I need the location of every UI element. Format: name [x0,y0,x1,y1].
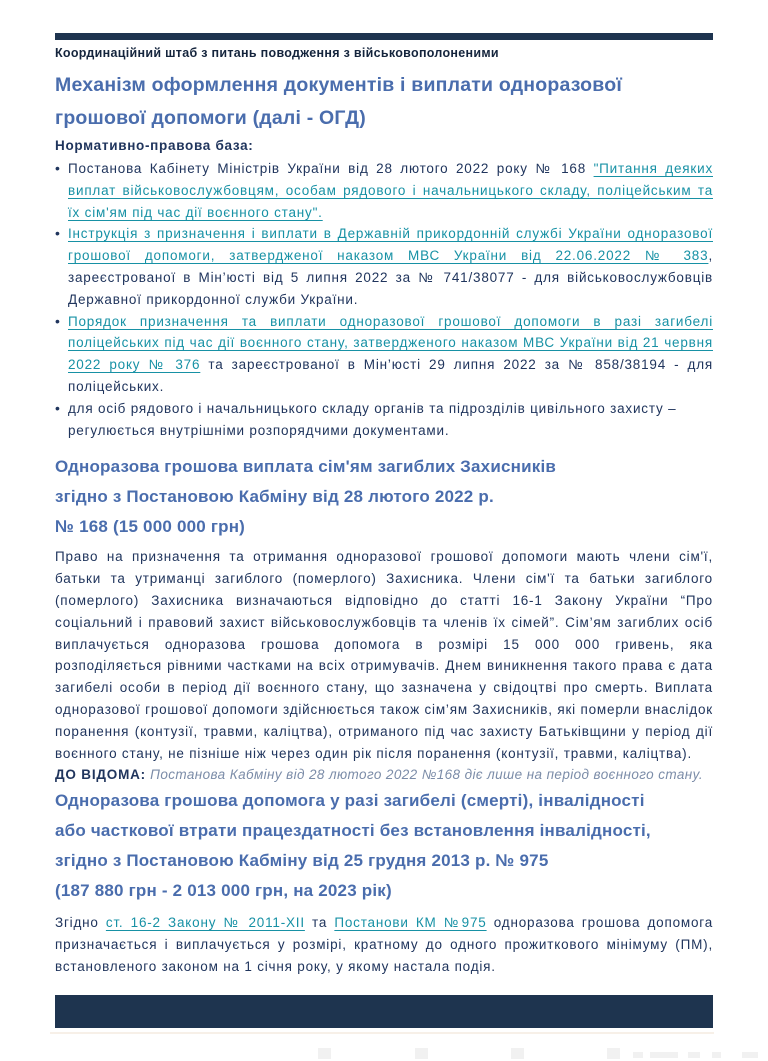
heading-line: № 168 (15 000 000 грн) [55,517,246,537]
bleed-mark [633,1052,643,1058]
note-label: ДО ВІДОМА: [55,767,146,783]
legal-item [55,398,713,442]
legal-item-text: для осіб рядового і начальницького складу органів та підрозділів цивільного захисту – регулюється внутрішніми розпорядчими документами. [68,400,677,438]
heading-line: Одноразова грошова допомога у разі загибелі (смерті), інвалідності [55,791,645,811]
bottom-divider-bar [55,995,713,1028]
law-link-km-975[interactable]: Постанови КМ №975 [334,915,487,931]
body-text: одноразова грошова допомога призначається і виплачується у розмірі, кратному до одного прожиткового мінімуму (ПМ), встановленого законом на 1 січня року, у якому настала подія. [55,915,713,974]
heading-line: згідно з Постановою Кабміну від 28 лютого 2022 р. [55,487,494,507]
bleed-mark [415,1048,428,1059]
section1-heading [55,452,713,542]
legal-item [55,311,713,398]
legal-item [55,158,713,223]
bleed-mark [688,1052,700,1058]
bleed-mark [511,1048,524,1059]
document-content [55,0,713,978]
legal-item-link[interactable]: Порядок призначення та виплати одноразової грошової допомоги в разі загибелі поліцейських під час дії воєнного стану, затвердженого наказом МВС України від 21 червня 2022 року № 376 [68,313,713,373]
org-header: Координаційний штаб з питань поводження з військовополоненими [55,46,499,60]
body-text: Згідно [55,915,106,931]
legal-item-text: , зареєстрованої в Мін’юсті від 5 липня 2022 за № 741/38077 - для військовослужбовців Державної прикордонної служби України. [68,248,713,307]
legal-item-text: Постанова Кабінету Міністрів України від 28 лютого 2022 року № 168 [68,161,594,176]
heading-line: (187 880 грн - 2 013 000 грн, на 2023 рік) [55,881,392,901]
section2-heading [55,786,713,906]
bleed-mark [650,1052,678,1058]
section1-body-paragraph: Право на призначення та отримання одноразової грошової допомоги мають члени сім'ї, батьки та утриманці загиблого (померлого) Захисника. Члени сім'ї та батьки загиблого (померлого) Захисника визначаються відповідно до статті 16-1 Закону України “Про соціальний і правовий захист військовослужбовців та членів їх сімей”. Сім’ям загиблих осіб виплачується одноразова грошова допомога в розмірі 15 000 000 гривень, яка розподіляється рівними частками на всіх отримувачів. Днем виникнення такого права є дата загибелі особи в період дії воєнного стану, що зазначена у свідоцтві про смерть. Виплата одноразової грошової допомоги здійснюється також сім’ям Захисників, які померли внаслідок поранення (контузії, травми, каліцтва), отриманого під час захисту Батьківщини у період дії воєнного стану, не пізніше ніж через один рік після поранення (контузії, травми, каліцтва). [55,549,713,761]
body-text: та [304,915,335,931]
legal-base-heading: Нормативно-правова база: [55,138,254,153]
legal-item-text: та зареєстрованої в Мін’юсті 29 липня 2022 за № 858/38194 - для поліцейських. [68,357,713,394]
law-link-2011-xii[interactable]: ст. 16-2 Закону № 2011-XII [105,915,305,931]
legal-item-link[interactable]: "Питання деяких виплат військовослужбовцям, особам рядового і начальницького складу, поліцейським та їх сім'ям під час дії воєнного стану". [68,161,713,220]
bleed-mark [712,1052,721,1058]
legal-item [55,223,713,310]
section2-body-paragraph [55,912,713,977]
document-title: Механізм оформлення документів і виплати одноразової грошової допомоги (далі - ОГД) [55,74,622,129]
bleed-mark [318,1048,331,1059]
heading-line: згідно з Постановою Кабміну від 25 грудня 2013 р. № 975 [55,851,549,871]
note-text: Постанова Кабміну від 28 лютого 2022 №168 діє лише на період воєнного стану. [150,767,704,783]
heading-line: Одноразова грошова виплата сім'ям загиблих Захисників [55,457,557,477]
next-page-bleed-line [50,1032,714,1034]
legal-item-link[interactable]: Інструкція з призначення і виплати в Державній прикордонній службі України одноразової грошової допомоги, затвердженої наказом МВС України від 22.06.2022 № 383 [68,226,713,264]
section1-note [55,764,713,786]
legal-base-list [55,158,713,441]
heading-line: або часткової втрати працездатності без встановлення інвалідності, [55,821,651,841]
bleed-mark [742,1052,758,1058]
bleed-mark [607,1048,620,1059]
